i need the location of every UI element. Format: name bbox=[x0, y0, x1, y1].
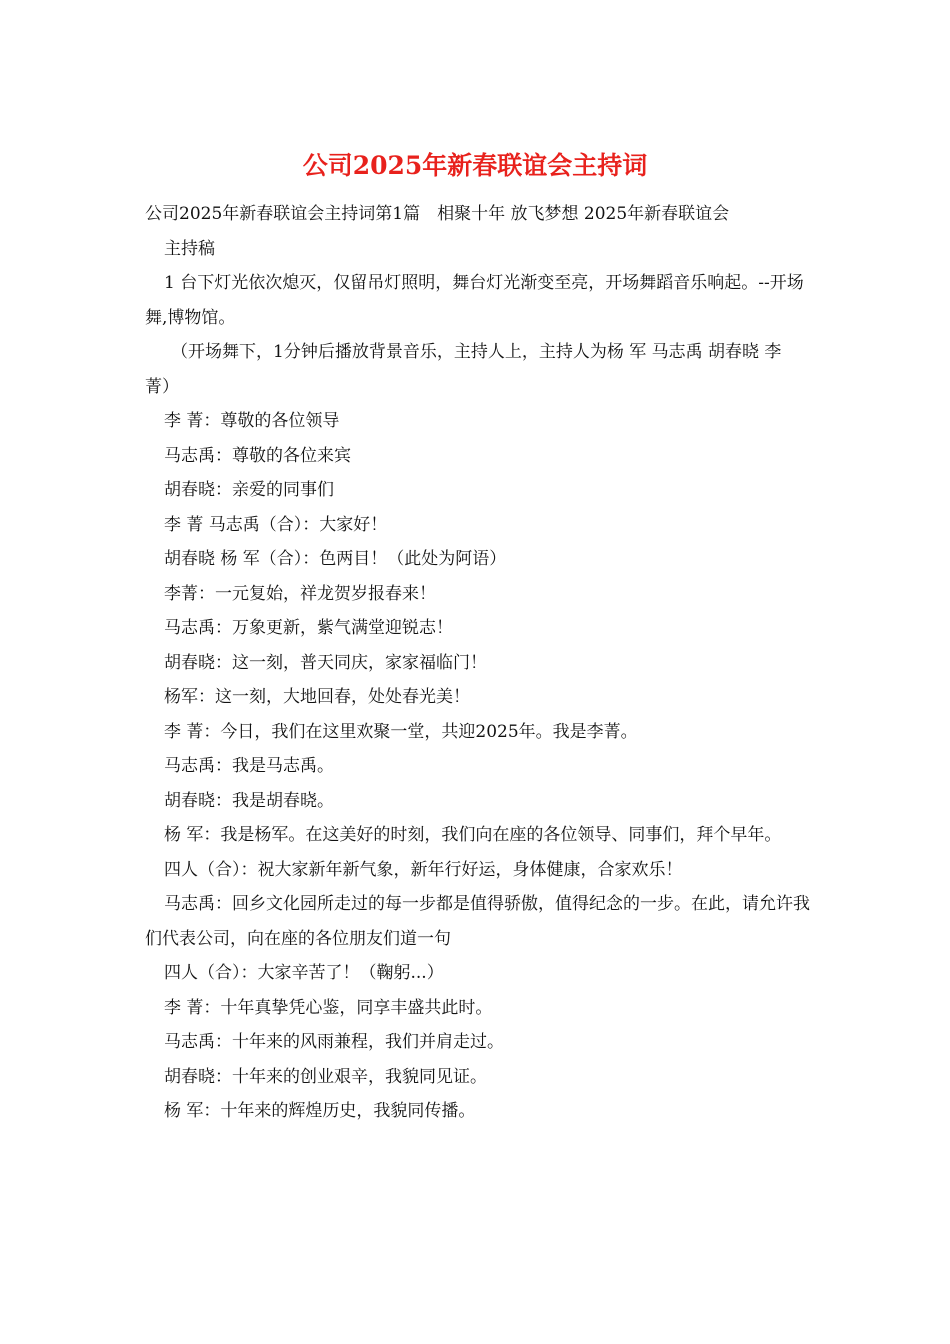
intro-line-2: 主持稿 bbox=[164, 238, 215, 259]
paragraph: 杨 军：我是杨军。在这美好的时刻，我们向在座的各位领导、同事们，拜个早年。 bbox=[164, 825, 782, 845]
paragraph: 马志禹：万象更新，紫气满堂迎锐志！ bbox=[164, 618, 453, 638]
paragraph: 马志禹：我是马志禹。 bbox=[164, 756, 334, 776]
paragraph: 杨 军：十年来的辉煌历史，我貌同传播。 bbox=[164, 1101, 476, 1121]
document-body bbox=[145, 197, 810, 1129]
document-title: 公司2025年新春联谊会主持词 bbox=[302, 151, 648, 180]
paragraph: 胡春晓：我是胡春晓。 bbox=[164, 790, 334, 811]
paragraph: 1 台下灯光依次熄灭，仅留吊灯照明，舞台灯光渐变至亮，开场舞蹈音乐响起。--开场舞,博物馆。 bbox=[145, 273, 804, 328]
paragraph: 李 菁：尊敬的各位领导 bbox=[164, 411, 340, 431]
paragraph: 马志禹：尊敬的各位来宾 bbox=[164, 445, 351, 466]
paragraph: 四人（合）：祝大家新年新气象，新年行好运，身体健康，合家欢乐！ bbox=[164, 859, 683, 880]
paragraph: 胡春晓 杨 军（合）：色两目！（此处为阿语） bbox=[164, 549, 507, 569]
paragraph: （开场舞下，1分钟后播放背景音乐，主持人上，主持人为杨 军 马志禹 胡春晓 李 菁） bbox=[145, 342, 782, 397]
paragraph: 李 菁：十年真挚凭心鉴，同享丰盛共此时。 bbox=[164, 997, 493, 1018]
paragraph: 胡春晓：十年来的创业艰辛，我貌同见证。 bbox=[164, 1066, 487, 1087]
paragraph: 李 菁：今日，我们在这里欢聚一堂，共迎2025年。我是李菁。 bbox=[164, 721, 638, 742]
paragraph: 胡春晓：亲爱的同事们 bbox=[164, 480, 334, 500]
paragraph: 杨军：这一刻，大地回春，处处春光美！ bbox=[164, 687, 470, 707]
paragraph: 李菁：一元复始，祥龙贺岁报春来！ bbox=[164, 583, 436, 604]
paragraph: 四人（合）：大家辛苦了！（鞠躬...） bbox=[164, 963, 444, 983]
paragraph: 胡春晓：这一刻，普天同庆，家家福临门！ bbox=[164, 652, 487, 673]
intro-line-1: 公司2025年新春联谊会主持词第1篇 相聚十年 放飞梦想 2025年新春联谊会 bbox=[145, 204, 730, 224]
paragraph: 李 菁 马志禹（合）：大家好！ bbox=[164, 514, 388, 535]
paragraph: 马志禹：十年来的风雨兼程，我们并肩走过。 bbox=[164, 1032, 504, 1052]
intro-paragraph bbox=[145, 197, 810, 266]
paragraph: 马志禹：回乡文化园所走过的每一步都是值得骄傲，值得纪念的一步。在此，请允许我们代表公司，向在座的各位朋友们道一句 bbox=[145, 894, 810, 949]
